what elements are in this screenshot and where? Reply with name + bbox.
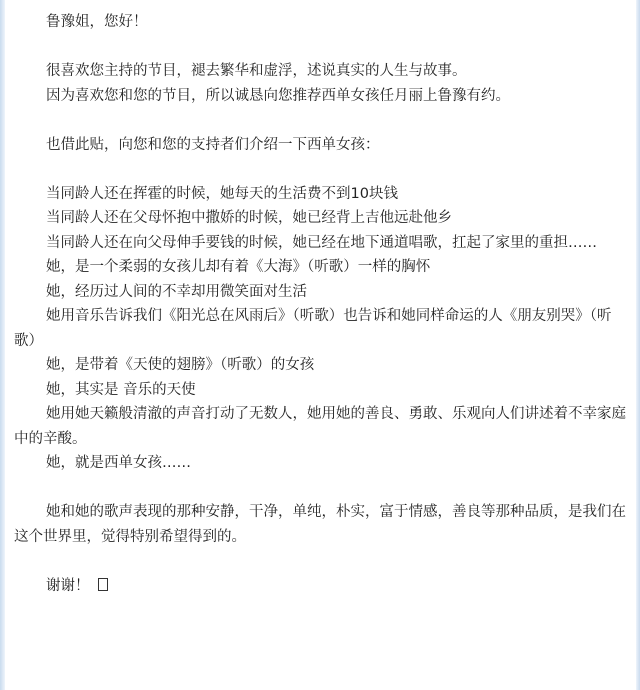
line-3: 当同龄人还在向父母伸手要钱的时候，她已经在地下通道唱歌，扛起了家里的重担…… [46, 234, 597, 251]
line-9: 她用她天籁般清澈的声音打动了无数人，她用她的善良、勇敢、乐观向人们讲述着不幸家庭中的辛酸。 [14, 406, 626, 447]
line-1: 当同龄人还在挥霍的时候，她每天的生活费不到10块钱 [46, 185, 398, 202]
line-10: 她，就是西单女孩…… [46, 455, 191, 471]
blank-line [14, 35, 632, 60]
paragraph-4: 她和她的歌声表现的那种安静，干净，单纯，朴实，富于情感，善良等那种品质，是我们在这个世界里，觉得特别希望得到的。 [14, 504, 626, 545]
blank-line [14, 549, 632, 574]
line-6: 她用音乐告诉我们《阳光总在风雨后》（听歌）也告诉和她同样命运的人《朋友别哭》（听歌） [14, 308, 612, 349]
line-2: 当同龄人还在父母怀抱中撒娇的时候，她已经背上吉他远赴他乡 [46, 210, 452, 226]
greeting: 鲁豫姐，您好！ [46, 14, 148, 30]
left-edge-decoration [0, 0, 5, 690]
blank-line [14, 157, 632, 182]
paragraph-1: 很喜欢您主持的节目，褪去繁华和虚浮，述说真实的人生与故事。 [46, 63, 467, 79]
paragraph-3: 也借此贴，向您和您的支持者们介绍一下西单女孩： [46, 136, 380, 153]
right-edge-decoration [636, 0, 640, 690]
blank-line [14, 476, 632, 501]
paragraph-2: 因为喜欢您和您的节目，所以诚恳向您推荐西单女孩任月丽上鲁豫有约。 [46, 87, 510, 104]
line-4: 她，是一个柔弱的女孩儿却有着《大海》（听歌）一样的胸怀 [46, 259, 431, 275]
blank-line [14, 108, 632, 133]
closing-text: 谢谢！ [46, 577, 90, 594]
line-5: 她，经历过人间的不幸却用微笑面对生活 [46, 283, 307, 300]
letter-body [14, 10, 632, 598]
closing-line [14, 574, 632, 599]
line-8: 她，其实是 音乐的天使 [46, 381, 196, 398]
line-7: 她，是带着《天使的翅膀》（听歌）的女孩 [46, 357, 315, 373]
missing-glyph-box-icon [98, 578, 108, 591]
